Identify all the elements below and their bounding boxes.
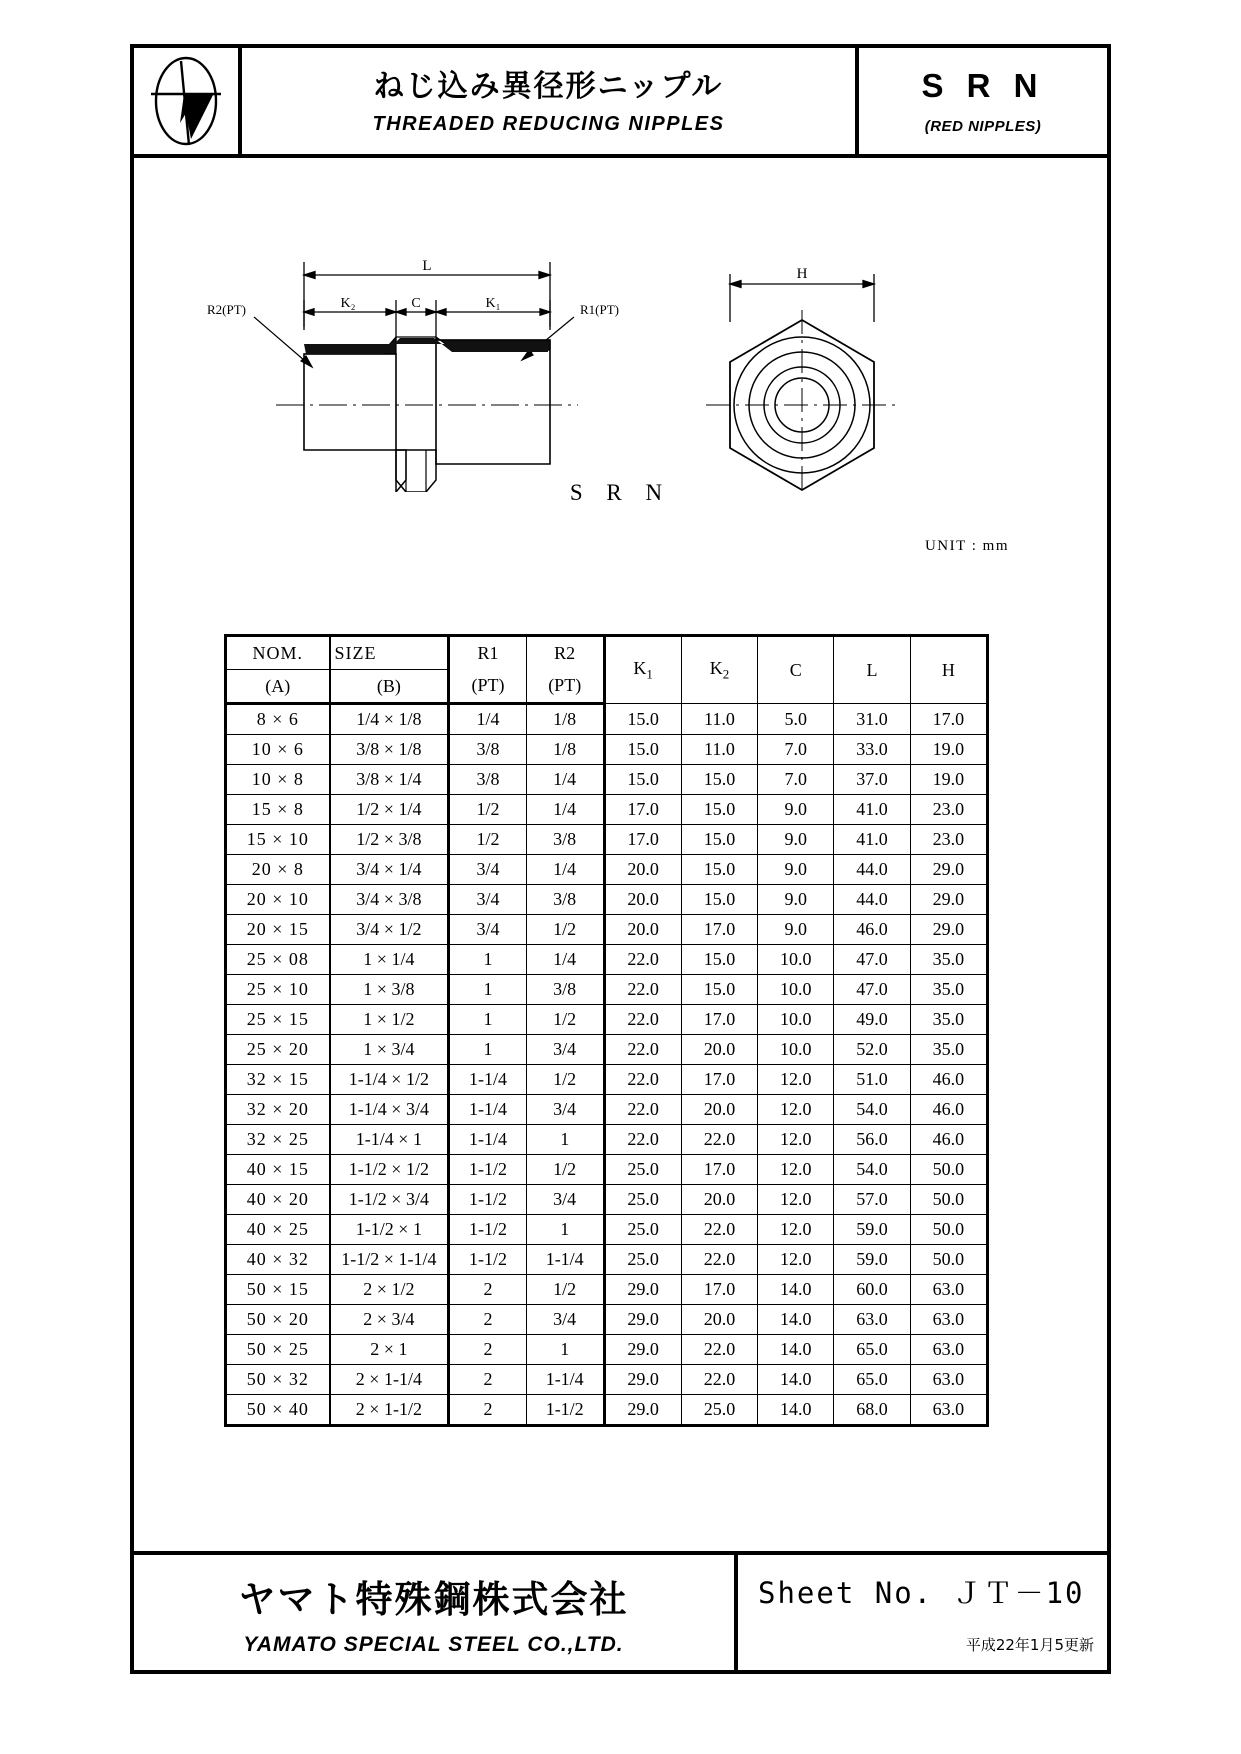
cell-k1: 20.0 bbox=[604, 915, 681, 945]
cell-b: 1-1/4 × 3/4 bbox=[330, 1095, 449, 1125]
cell-k2: 17.0 bbox=[681, 1155, 757, 1185]
cell-r2: 1/4 bbox=[526, 795, 604, 825]
header-r1-sub: (PT) bbox=[449, 670, 527, 704]
cell-r2: 3/4 bbox=[526, 1035, 604, 1065]
cell-k2: 15.0 bbox=[681, 795, 757, 825]
cell-k1: 17.0 bbox=[604, 795, 681, 825]
cell-h: 50.0 bbox=[910, 1185, 987, 1215]
cell-k1: 15.0 bbox=[604, 765, 681, 795]
cell-c: 14.0 bbox=[758, 1365, 834, 1395]
cell-a: 50 × 40 bbox=[226, 1395, 330, 1426]
cell-k1: 25.0 bbox=[604, 1245, 681, 1275]
cell-b: 3/8 × 1/8 bbox=[330, 735, 449, 765]
cell-l: 54.0 bbox=[834, 1095, 910, 1125]
cell-c: 9.0 bbox=[758, 885, 834, 915]
cell-l: 56.0 bbox=[834, 1125, 910, 1155]
cell-h: 35.0 bbox=[910, 1035, 987, 1065]
cell-b: 1 × 1/2 bbox=[330, 1005, 449, 1035]
cell-r1: 1/4 bbox=[449, 704, 527, 735]
cell-c: 10.0 bbox=[758, 1005, 834, 1035]
nipple-end-view bbox=[706, 310, 898, 492]
cell-a: 40 × 15 bbox=[226, 1155, 330, 1185]
cell-k1: 22.0 bbox=[604, 1095, 681, 1125]
cell-k2: 17.0 bbox=[681, 915, 757, 945]
cell-h: 63.0 bbox=[910, 1365, 987, 1395]
cell-a: 25 × 10 bbox=[226, 975, 330, 1005]
cell-b: 1 × 3/8 bbox=[330, 975, 449, 1005]
cell-r1: 2 bbox=[449, 1275, 527, 1305]
cell-r1: 1-1/2 bbox=[449, 1215, 527, 1245]
spec-table-head bbox=[226, 636, 988, 704]
dimension-H-label: H bbox=[796, 266, 808, 282]
table-row bbox=[226, 855, 988, 885]
table-row bbox=[226, 765, 988, 795]
cell-k2: 15.0 bbox=[681, 945, 757, 975]
cell-r2: 1/2 bbox=[526, 1275, 604, 1305]
cell-h: 23.0 bbox=[910, 825, 987, 855]
cell-h: 46.0 bbox=[910, 1065, 987, 1095]
header-h: H bbox=[910, 636, 987, 704]
header-row-top bbox=[226, 636, 988, 670]
cell-k2: 11.0 bbox=[681, 735, 757, 765]
cell-c: 14.0 bbox=[758, 1275, 834, 1305]
cell-h: 35.0 bbox=[910, 945, 987, 975]
cell-a: 50 × 20 bbox=[226, 1305, 330, 1335]
table-row bbox=[226, 825, 988, 855]
cell-a: 10 × 6 bbox=[226, 735, 330, 765]
header-c: C bbox=[758, 636, 834, 704]
cell-b: 1 × 1/4 bbox=[330, 945, 449, 975]
cell-c: 12.0 bbox=[758, 1065, 834, 1095]
cell-r1: 1/2 bbox=[449, 825, 527, 855]
cell-l: 47.0 bbox=[834, 945, 910, 975]
cell-k1: 25.0 bbox=[604, 1215, 681, 1245]
cell-c: 9.0 bbox=[758, 855, 834, 885]
cell-h: 46.0 bbox=[910, 1095, 987, 1125]
cell-h: 50.0 bbox=[910, 1155, 987, 1185]
cell-r2: 3/8 bbox=[526, 825, 604, 855]
cell-b: 1/2 × 3/8 bbox=[330, 825, 449, 855]
unit-label: UNIT : mm bbox=[924, 538, 1009, 554]
table-row bbox=[226, 1095, 988, 1125]
label-R2-PT: R2(PT) bbox=[207, 302, 246, 317]
cell-l: 59.0 bbox=[834, 1215, 910, 1245]
cell-h: 63.0 bbox=[910, 1275, 987, 1305]
cell-r2: 1/8 bbox=[526, 735, 604, 765]
cell-a: 20 × 8 bbox=[226, 855, 330, 885]
cell-b: 1-1/2 × 1 bbox=[330, 1215, 449, 1245]
cell-r2: 1 bbox=[526, 1335, 604, 1365]
cell-c: 10.0 bbox=[758, 945, 834, 975]
table-row bbox=[226, 1155, 988, 1185]
cell-r1: 1-1/2 bbox=[449, 1245, 527, 1275]
spec-table-body bbox=[226, 704, 988, 1426]
cell-k2: 17.0 bbox=[681, 1065, 757, 1095]
cell-h: 23.0 bbox=[910, 795, 987, 825]
cell-k1: 22.0 bbox=[604, 1005, 681, 1035]
cell-r2: 1/8 bbox=[526, 704, 604, 735]
cell-c: 7.0 bbox=[758, 765, 834, 795]
table-row bbox=[226, 1365, 988, 1395]
cell-l: 37.0 bbox=[834, 765, 910, 795]
cell-l: 44.0 bbox=[834, 885, 910, 915]
cell-l: 57.0 bbox=[834, 1185, 910, 1215]
cell-k2: 20.0 bbox=[681, 1305, 757, 1335]
cell-b: 2 × 1-1/2 bbox=[330, 1395, 449, 1426]
table-row bbox=[226, 1065, 988, 1095]
cell-h: 50.0 bbox=[910, 1215, 987, 1245]
cell-c: 9.0 bbox=[758, 825, 834, 855]
cell-c: 12.0 bbox=[758, 1125, 834, 1155]
company-name-en: YAMATO SPECIAL STEEL CO.,LTD. bbox=[243, 1633, 624, 1656]
table-row bbox=[226, 1275, 988, 1305]
cell-h: 19.0 bbox=[910, 735, 987, 765]
cell-r2: 1/4 bbox=[526, 765, 604, 795]
cell-h: 35.0 bbox=[910, 1005, 987, 1035]
cell-k2: 15.0 bbox=[681, 885, 757, 915]
cell-c: 12.0 bbox=[758, 1245, 834, 1275]
cell-r2: 1 bbox=[526, 1125, 604, 1155]
cell-h: 35.0 bbox=[910, 975, 987, 1005]
cell-l: 41.0 bbox=[834, 825, 910, 855]
cell-h: 46.0 bbox=[910, 1125, 987, 1155]
sheet-cell bbox=[738, 1555, 1108, 1671]
cell-k2: 15.0 bbox=[681, 855, 757, 885]
cell-r1: 1-1/4 bbox=[449, 1125, 527, 1155]
cell-b: 1-1/2 × 1-1/4 bbox=[330, 1245, 449, 1275]
cell-k1: 15.0 bbox=[604, 704, 681, 735]
cell-b: 3/4 × 3/8 bbox=[330, 885, 449, 915]
cell-k2: 22.0 bbox=[681, 1245, 757, 1275]
cell-b: 1-1/4 × 1/2 bbox=[330, 1065, 449, 1095]
cell-r1: 2 bbox=[449, 1335, 527, 1365]
cell-k2: 20.0 bbox=[681, 1095, 757, 1125]
cell-l: 54.0 bbox=[834, 1155, 910, 1185]
label-R1-PT: R1(PT) bbox=[580, 302, 619, 317]
table-row bbox=[226, 1185, 988, 1215]
cell-b: 3/4 × 1/2 bbox=[330, 915, 449, 945]
cell-k1: 29.0 bbox=[604, 1275, 681, 1305]
cell-c: 14.0 bbox=[758, 1335, 834, 1365]
cell-k1: 20.0 bbox=[604, 855, 681, 885]
cell-a: 25 × 15 bbox=[226, 1005, 330, 1035]
table-row bbox=[226, 1005, 988, 1035]
cell-c: 5.0 bbox=[758, 704, 834, 735]
header-l: L bbox=[834, 636, 910, 704]
table-row bbox=[226, 1335, 988, 1365]
product-code: S R N bbox=[921, 67, 1045, 104]
table-row bbox=[226, 1395, 988, 1426]
cell-a: 20 × 10 bbox=[226, 885, 330, 915]
cell-l: 46.0 bbox=[834, 915, 910, 945]
cell-r1: 2 bbox=[449, 1305, 527, 1335]
cell-c: 9.0 bbox=[758, 795, 834, 825]
dimension-K2-label: K₂ bbox=[340, 296, 356, 311]
cell-k1: 17.0 bbox=[604, 825, 681, 855]
header-nom: NOM. bbox=[226, 636, 330, 670]
cell-a: 40 × 20 bbox=[226, 1185, 330, 1215]
cell-r1: 3/8 bbox=[449, 735, 527, 765]
table-row bbox=[226, 945, 988, 975]
cell-a: 15 × 10 bbox=[226, 825, 330, 855]
cell-r1: 1-1/4 bbox=[449, 1065, 527, 1095]
cell-h: 29.0 bbox=[910, 885, 987, 915]
cell-k2: 20.0 bbox=[681, 1035, 757, 1065]
cell-k1: 20.0 bbox=[604, 885, 681, 915]
cell-k1: 29.0 bbox=[604, 1305, 681, 1335]
header-b: (B) bbox=[330, 670, 449, 704]
cell-k1: 15.0 bbox=[604, 735, 681, 765]
dimension-L-label: L bbox=[422, 258, 432, 274]
dimension-C-label: C bbox=[411, 296, 421, 311]
product-title-jp: ねじ込み異径形ニップル bbox=[373, 68, 724, 104]
cell-b: 1/2 × 1/4 bbox=[330, 795, 449, 825]
table-row bbox=[226, 1215, 988, 1245]
table-row bbox=[226, 795, 988, 825]
cell-h: 50.0 bbox=[910, 1245, 987, 1275]
cell-b: 1 × 3/4 bbox=[330, 1035, 449, 1065]
table-row bbox=[226, 1125, 988, 1155]
cell-r1: 3/8 bbox=[449, 765, 527, 795]
cell-c: 12.0 bbox=[758, 1185, 834, 1215]
cell-a: 32 × 25 bbox=[226, 1125, 330, 1155]
cell-k2: 15.0 bbox=[681, 765, 757, 795]
cell-r2: 3/4 bbox=[526, 1305, 604, 1335]
table-row bbox=[226, 885, 988, 915]
cell-h: 63.0 bbox=[910, 1335, 987, 1365]
cell-a: 10 × 8 bbox=[226, 765, 330, 795]
cell-h: 29.0 bbox=[910, 915, 987, 945]
cell-l: 63.0 bbox=[834, 1305, 910, 1335]
table-row bbox=[226, 735, 988, 765]
product-name-cell bbox=[242, 48, 859, 154]
cell-r1: 1 bbox=[449, 1005, 527, 1035]
table-row bbox=[226, 1035, 988, 1065]
cell-k1: 29.0 bbox=[604, 1395, 681, 1426]
cell-k2: 17.0 bbox=[681, 1275, 757, 1305]
cell-a: 32 × 20 bbox=[226, 1095, 330, 1125]
cell-b: 1-1/2 × 1/2 bbox=[330, 1155, 449, 1185]
cell-h: 17.0 bbox=[910, 704, 987, 735]
cell-c: 9.0 bbox=[758, 915, 834, 945]
cell-a: 8 × 6 bbox=[226, 704, 330, 735]
cell-l: 49.0 bbox=[834, 1005, 910, 1035]
cell-k1: 22.0 bbox=[604, 975, 681, 1005]
cell-k1: 22.0 bbox=[604, 1065, 681, 1095]
cell-c: 12.0 bbox=[758, 1095, 834, 1125]
cell-h: 63.0 bbox=[910, 1305, 987, 1335]
footer-block bbox=[133, 1551, 1108, 1671]
cell-l: 65.0 bbox=[834, 1365, 910, 1395]
cell-l: 31.0 bbox=[834, 704, 910, 735]
cell-k1: 22.0 bbox=[604, 1035, 681, 1065]
company-name-jp: ヤマト特殊鋼株式会社 bbox=[238, 1578, 629, 1621]
cell-r2: 1/4 bbox=[526, 945, 604, 975]
datasheet-page bbox=[130, 44, 1111, 1674]
table-row bbox=[226, 1305, 988, 1335]
cell-l: 60.0 bbox=[834, 1275, 910, 1305]
cell-a: 50 × 15 bbox=[226, 1275, 330, 1305]
yamato-circle-logo-icon bbox=[147, 53, 225, 149]
cell-r1: 3/4 bbox=[449, 915, 527, 945]
cell-k1: 22.0 bbox=[604, 1125, 681, 1155]
cell-k1: 29.0 bbox=[604, 1335, 681, 1365]
cell-a: 32 × 15 bbox=[226, 1065, 330, 1095]
cell-r2: 1/2 bbox=[526, 915, 604, 945]
cell-r2: 1/4 bbox=[526, 855, 604, 885]
cell-k1: 25.0 bbox=[604, 1185, 681, 1215]
cell-r1: 1-1/2 bbox=[449, 1185, 527, 1215]
header-size: SIZE bbox=[330, 636, 449, 670]
cell-r1: 1 bbox=[449, 975, 527, 1005]
cell-r2: 1 bbox=[526, 1215, 604, 1245]
company-cell bbox=[133, 1555, 738, 1671]
cell-r1: 3/4 bbox=[449, 855, 527, 885]
cell-b: 1-1/2 × 3/4 bbox=[330, 1185, 449, 1215]
product-code-cell bbox=[859, 48, 1107, 154]
drawing-area bbox=[134, 158, 1107, 578]
cell-l: 59.0 bbox=[834, 1245, 910, 1275]
cell-h: 29.0 bbox=[910, 855, 987, 885]
cell-b: 2 × 1-1/4 bbox=[330, 1365, 449, 1395]
cell-c: 10.0 bbox=[758, 975, 834, 1005]
cell-r1: 1-1/4 bbox=[449, 1095, 527, 1125]
cell-r2: 3/4 bbox=[526, 1095, 604, 1125]
technical-drawing bbox=[134, 162, 1109, 492]
cell-r2: 1-1/2 bbox=[526, 1395, 604, 1426]
cell-c: 10.0 bbox=[758, 1035, 834, 1065]
cell-a: 50 × 25 bbox=[226, 1335, 330, 1365]
logo-cell bbox=[134, 48, 242, 154]
cell-l: 33.0 bbox=[834, 735, 910, 765]
spec-table-wrapper bbox=[224, 634, 989, 1427]
cell-k2: 11.0 bbox=[681, 704, 757, 735]
cell-r1: 3/4 bbox=[449, 885, 527, 915]
cell-c: 12.0 bbox=[758, 1155, 834, 1185]
cell-c: 14.0 bbox=[758, 1395, 834, 1426]
cell-a: 20 × 15 bbox=[226, 915, 330, 945]
cell-l: 41.0 bbox=[834, 795, 910, 825]
spec-table bbox=[224, 634, 989, 1427]
cell-r1: 2 bbox=[449, 1365, 527, 1395]
cell-b: 3/4 × 1/4 bbox=[330, 855, 449, 885]
header-r2-sub: (PT) bbox=[526, 670, 604, 704]
table-row bbox=[226, 1245, 988, 1275]
cell-r2: 1-1/4 bbox=[526, 1245, 604, 1275]
cell-a: 40 × 25 bbox=[226, 1215, 330, 1245]
cell-k2: 22.0 bbox=[681, 1125, 757, 1155]
cell-l: 44.0 bbox=[834, 855, 910, 885]
cell-b: 2 × 3/4 bbox=[330, 1305, 449, 1335]
cell-l: 51.0 bbox=[834, 1065, 910, 1095]
product-title-en: THREADED REDUCING NIPPLES bbox=[372, 113, 725, 136]
cell-a: 40 × 32 bbox=[226, 1245, 330, 1275]
revision-date: 平成22年1月5更新 bbox=[965, 1636, 1094, 1654]
cell-r2: 1/2 bbox=[526, 1005, 604, 1035]
table-row bbox=[226, 975, 988, 1005]
header-k1: $K_1$ bbox=[604, 636, 681, 704]
cell-a: 25 × 08 bbox=[226, 945, 330, 975]
cell-k2: 22.0 bbox=[681, 1215, 757, 1245]
cell-k1: 25.0 bbox=[604, 1155, 681, 1185]
cell-c: 7.0 bbox=[758, 735, 834, 765]
dimension-K1-label: K₁ bbox=[485, 296, 501, 311]
header-a: (A) bbox=[226, 670, 330, 704]
cell-l: 65.0 bbox=[834, 1335, 910, 1365]
cell-r1: 2 bbox=[449, 1395, 527, 1426]
nipple-side-view bbox=[276, 337, 578, 492]
cell-c: 14.0 bbox=[758, 1305, 834, 1335]
cell-k2: 15.0 bbox=[681, 975, 757, 1005]
cell-l: 68.0 bbox=[834, 1395, 910, 1426]
cell-a: 15 × 8 bbox=[226, 795, 330, 825]
cell-c: 12.0 bbox=[758, 1215, 834, 1245]
cell-r2: 1/2 bbox=[526, 1065, 604, 1095]
cell-b: 2 × 1 bbox=[330, 1335, 449, 1365]
header-r2: R2 bbox=[526, 636, 604, 670]
product-code-sub: (RED NIPPLES) bbox=[924, 118, 1042, 135]
cell-r1: 1 bbox=[449, 1035, 527, 1065]
cell-r2: 3/8 bbox=[526, 975, 604, 1005]
cell-k2: 22.0 bbox=[681, 1335, 757, 1365]
cell-r2: 1-1/4 bbox=[526, 1365, 604, 1395]
sheet-number: Sheet No. ＪＴ－10 bbox=[758, 1576, 1085, 1610]
table-row bbox=[226, 915, 988, 945]
title-block bbox=[134, 48, 1107, 158]
drawing-caption: S R N bbox=[569, 480, 672, 505]
cell-r1: 1-1/2 bbox=[449, 1155, 527, 1185]
cell-b: 3/8 × 1/4 bbox=[330, 765, 449, 795]
cell-l: 47.0 bbox=[834, 975, 910, 1005]
cell-a: 25 × 20 bbox=[226, 1035, 330, 1065]
cell-r1: 1/2 bbox=[449, 795, 527, 825]
cell-b: 1-1/4 × 1 bbox=[330, 1125, 449, 1155]
cell-l: 52.0 bbox=[834, 1035, 910, 1065]
cell-k2: 20.0 bbox=[681, 1185, 757, 1215]
cell-r2: 1/2 bbox=[526, 1155, 604, 1185]
cell-b: 1/4 × 1/8 bbox=[330, 704, 449, 735]
cell-k1: 29.0 bbox=[604, 1365, 681, 1395]
cell-r2: 3/8 bbox=[526, 885, 604, 915]
cell-k1: 22.0 bbox=[604, 945, 681, 975]
cell-k2: 15.0 bbox=[681, 825, 757, 855]
header-r1: R1 bbox=[449, 636, 527, 670]
cell-k2: 17.0 bbox=[681, 1005, 757, 1035]
header-k2: $K_2$ bbox=[681, 636, 757, 704]
cell-h: 19.0 bbox=[910, 765, 987, 795]
cell-a: 50 × 32 bbox=[226, 1365, 330, 1395]
cell-k2: 25.0 bbox=[681, 1395, 757, 1426]
cell-r1: 1 bbox=[449, 945, 527, 975]
cell-b: 2 × 1/2 bbox=[330, 1275, 449, 1305]
table-row bbox=[226, 704, 988, 735]
cell-h: 63.0 bbox=[910, 1395, 987, 1426]
cell-k2: 22.0 bbox=[681, 1365, 757, 1395]
cell-r2: 3/4 bbox=[526, 1185, 604, 1215]
